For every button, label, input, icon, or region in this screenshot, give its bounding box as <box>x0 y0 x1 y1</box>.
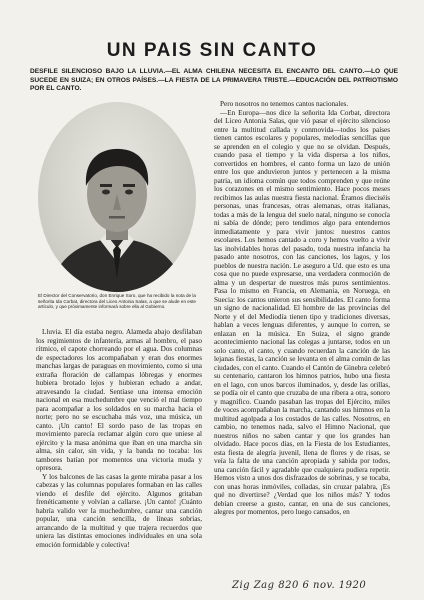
paragraph: Pero nosotros no tenemos cantos nacionales. <box>220 100 349 108</box>
photo-caption: El Director del Conservatorio, don Enrique Soro, que ha recibido la nota de la señorita Ida Corbat, directora del Liceo Antonia Salas, a que se alude en este artículo, y que próximamente informará sobre ella al Gobierno. <box>38 293 196 310</box>
right-column <box>214 100 390 584</box>
paragraph: Lluvia. El día estaba negro. Alameda abajo desfilaban los regimientos de infantería, armas al hombro, el paso rítmico, el capote chorreando por el agua. Dos columnas de espectadores los acompañaban y eran dos enormes manchas largas de paraguas en movimiento, como si una extraña floración de callampas lóbregas y enormes hubiera brotado lejos y hubieran echado a andar, atravesando la ciudad. Sentíase una intensa emoción nacional en esa muchedumbre que venció el mal tiempo para acompañar a los soldados en su marcha hacia el norte; pero no se escuchaba más voz, una música, un canto. ¡Un canto! El sordo paso de las tropas en movimiento parecía reclamar algún coro que uniese al ejército y la masa anónima que iban en una marcha sin alma, sin calor, sin vida, y la banda no tocaba: los tambores batían por momentos una victoria muda y opresora. <box>36 328 202 472</box>
portrait-illustration <box>38 102 196 292</box>
article-title: UN PAIS SIN CANTO <box>106 40 318 61</box>
left-column <box>36 328 202 584</box>
handwritten-source-note: Zig Zag 820 6 nov. 1920 <box>232 580 367 591</box>
portrait-photo <box>38 102 196 292</box>
article-subtitle: DESFILE SILENCIOSO BAJO LA LLUVIA.—EL ALMA CHILENA NECESITA EL ENCANTO DEL CANTO.—LO QUE SUCEDE EN SUIZA; EN OTROS PAÍSES.—LA FIESTA DE LA PRIMAVERA TRISTE.—EDUCACIÓN DEL PATRIOTISMO POR EL CANTO. <box>30 68 398 93</box>
paragraph: Y los balcones de las casas la gente miraba pasar a los cabezas y las columnas populares formaban en las calles viendo el desfile del ejército. Algunos gritaban frenéticamente y volvían a callarse. ¡Un canto! ¡Cuánto habría valido ver la muchedumbre, cantar una canción popular, una canción sencilla, de líneas sobrias, arrancando de la multitud y que trajera recuerdos que uniera las distintas emociones individuales en una sola emoción formidable y colectiva! <box>36 472 202 549</box>
paragraph: —En Europa—nos dice la señorita Ida Corbat, directora del Liceo Antonia Salas, que vió pasar el ejército silencioso entre la multitud callada y conmovida—todos los países tienen cantos escolares y populares, melodías sencillas que se aprenden en el colegio y que no se olvidan. Después, cuando pasa el tiempo y la vida dispersa a los niños, convertidos en hombres, el canto forma un lazo de unión entre los que anduvieron juntos y pertenecen a la misma patria, un idioma común que todos comprenden y que reúne los corazones en el mismo sentimiento. Hace pocos meses recibimos las aulas nuestra fiesta nacional. Éramos dieciséis personas, unas francesas, otras alemanas, otras italianas, todas a más de la lengua del suelo natal, ninguno se conocía ni sabía de dónde; pero tendimos algo para entendernos inmediatamente y para vivir juntos: nuestros cantos escolares. Los hemos cantado a coro y hemos vuelto a vivir las inolvidables horas del pasado, toda nuestra infancia ha pasado ante nosotros, con las canciones, los lagos, y los pueblos de nuestra nación. Le aseguro a Ud. que esto es una cosa que no puede expresarse, una verdadera conmoción de alma y un despertar de nuestros más puros sentimientos. Pasa lo mismo en Francia, en Alemania, en Noruega, en Suecia: los cantos unieron sus sensibilidades. El canto forma un signo de nacionalidad. El hombre de las provincias del Norte y el del Mediodía tienen tipo y tradiciones diversas, hablan a veces lenguas diferentes, y aunque lo corren, se enlazan en la música. En Suiza, el signo grande acontecimiento nacional las colegas a juntarse, todos en un solo canto, el canto, y cuando recuerdan la canción de las lejanas fiestas, la canción se levanta en el alma común de las ciudades, con el canto. Cuando el Cantón de Ginebra celebró su centenario, cantaron los himnos patrios, hubo una fiesta en el lago, con unos barcos iluminados, y, desde las orillas, se podía oír el canto que cruzaba de una ribera a otra, sonoro y magnífico. Cuando pasaban las tropas del Ejército, miles de voces acompañaban la marcha, cantando sus himnos en la multitud agolpada a los costados de las calles. Nosotros, en cambio, no tenemos nada, salvo el Himno Nacional, que nuestros niños no saben cantar y que los grandes han olvidado. Hace pocos días, en la Fiesta de los Estudiantes, esta fiesta de alegría juvenil, llena de flores y de risas, se veía la falta de una canción apropiada y sabida por todos, una canción fácil y agradable que cualquiera pudiera repetir. Hemos visto a unos dos disfrazados de sobrinas, y se tocaba, con unas horas inmóviles, colladas, sin cruzar palabra, ¡Es qué no divertirse? ¿Verdad que los niños más? Y todos debían creerse a gusto, cantar, en una de sus canciones, alegres por momentos, pero luego cansados, en <box>214 108 390 516</box>
